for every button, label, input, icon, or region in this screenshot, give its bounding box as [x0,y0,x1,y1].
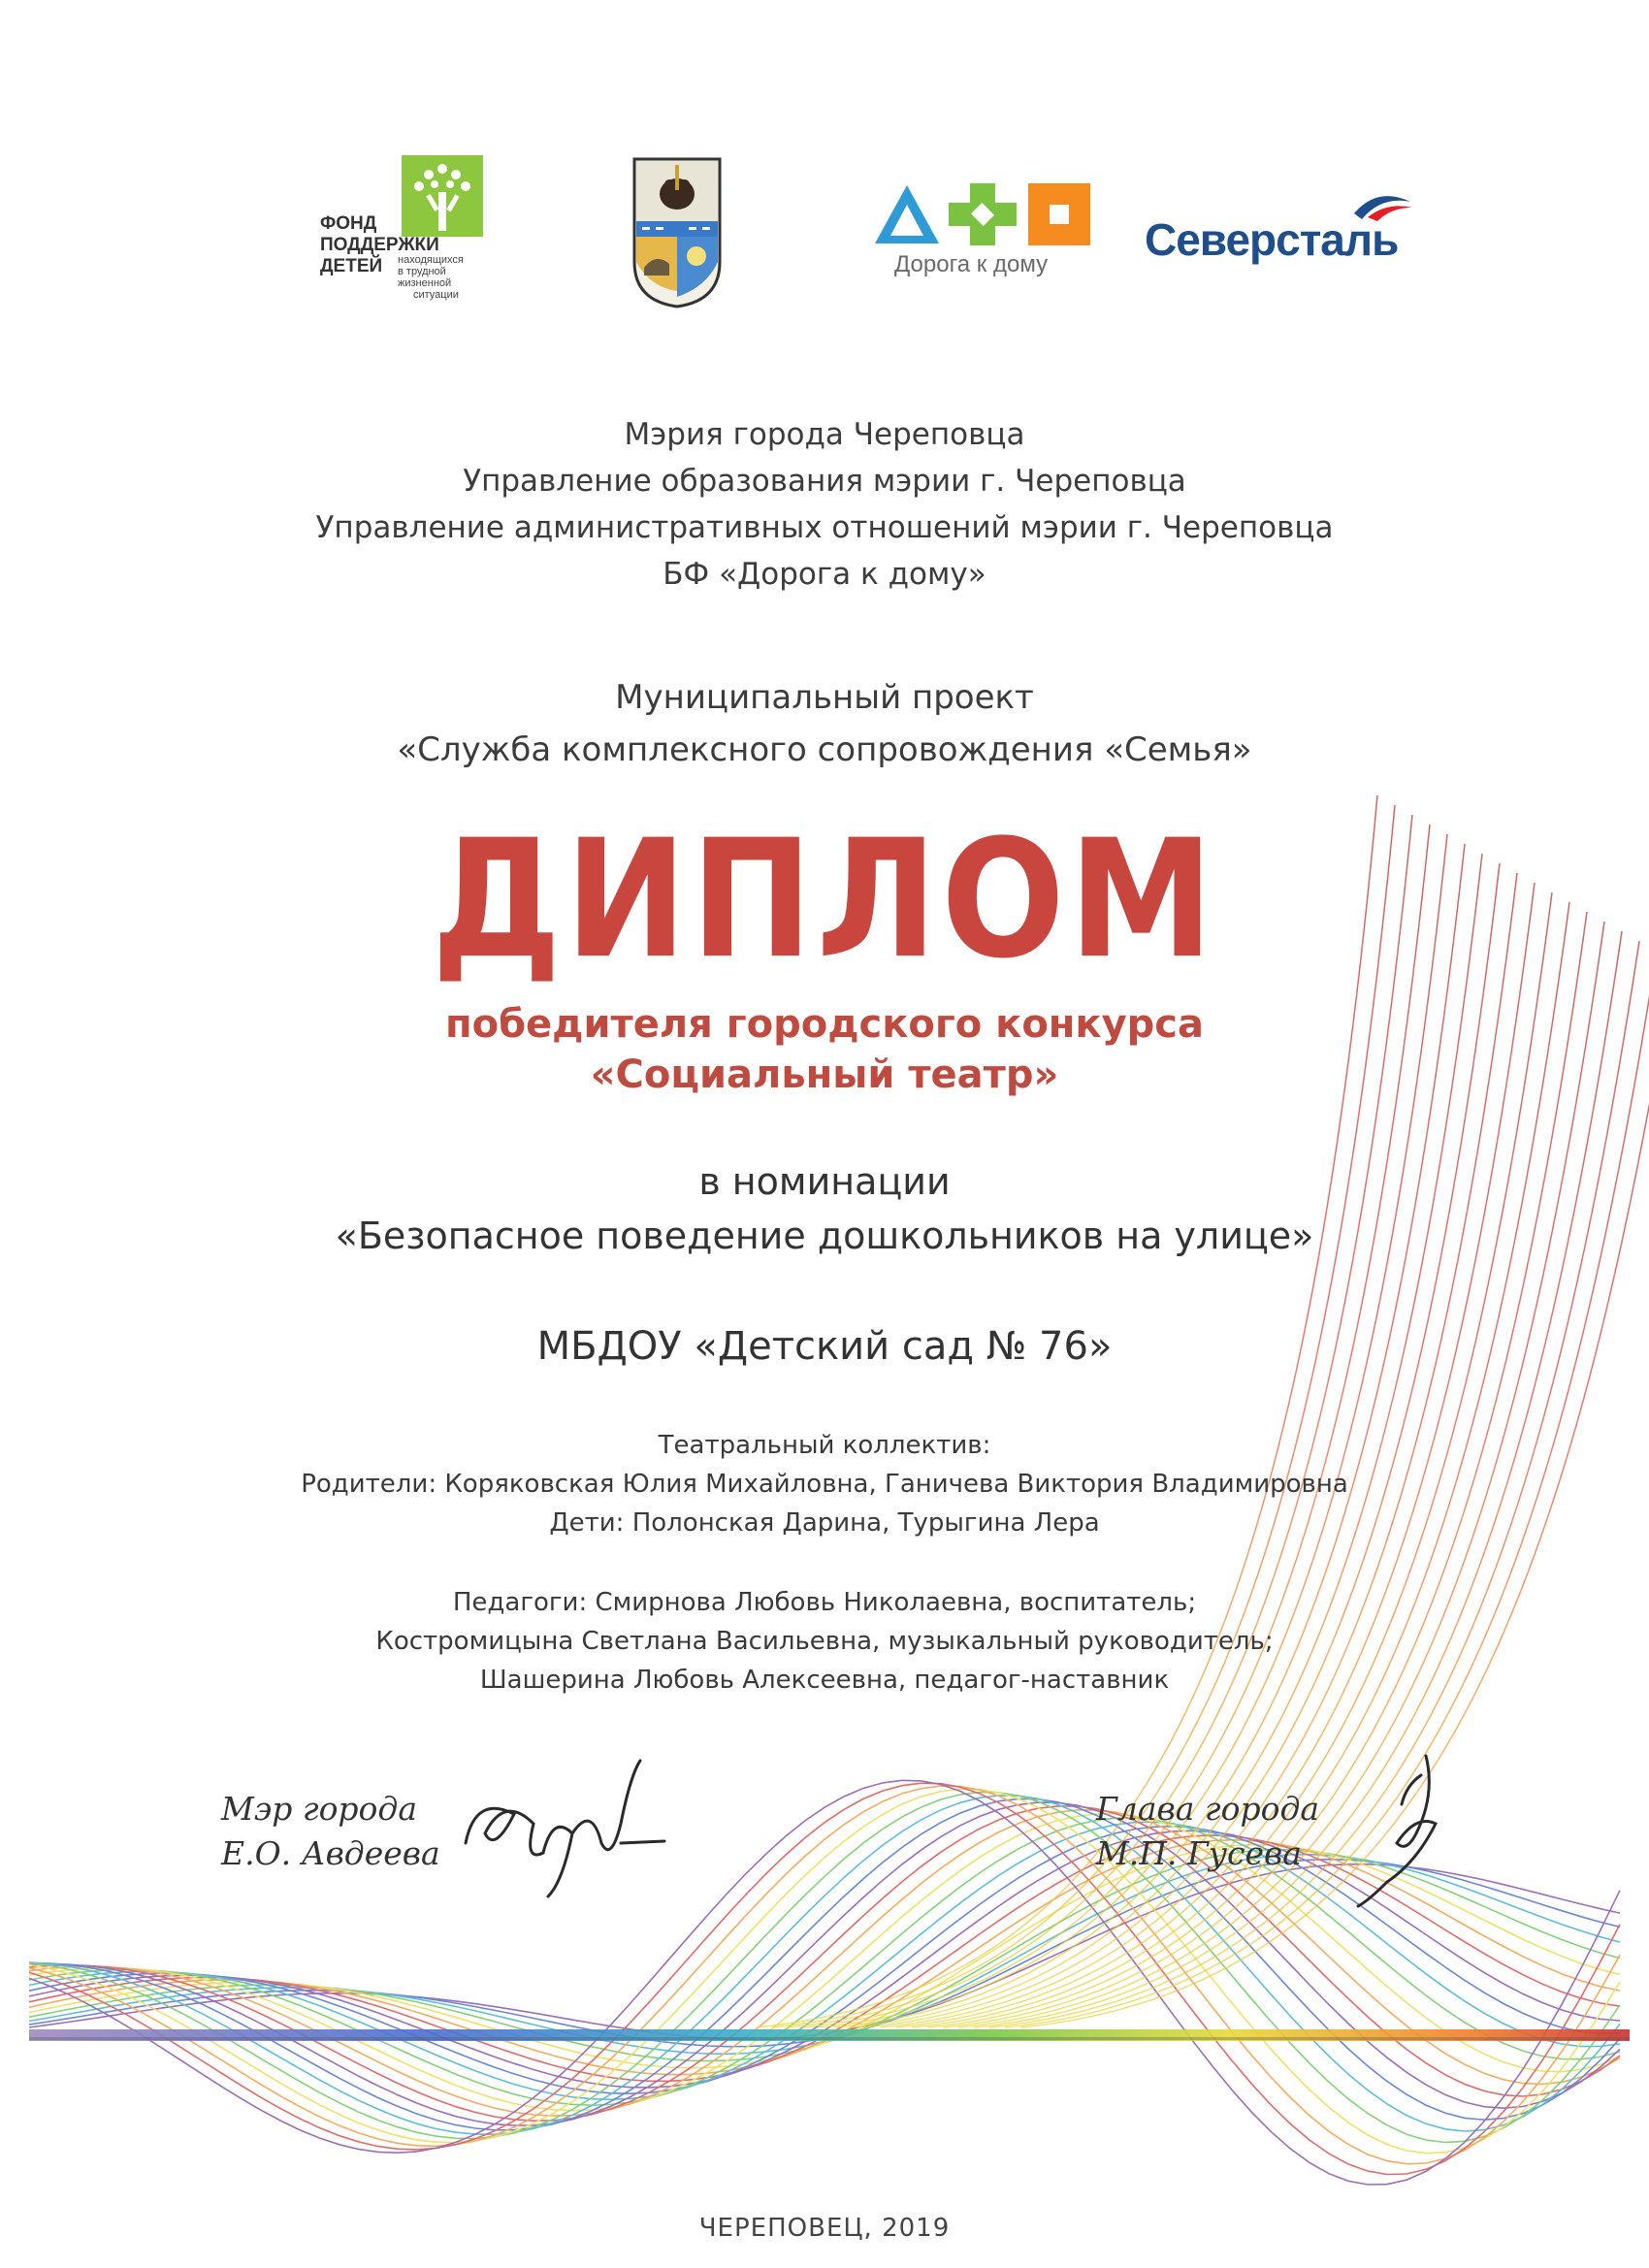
winner-block [0,999,1649,1100]
organizer-line-4: БФ «Дорога к дому» [663,557,986,592]
severstal-logo [1145,184,1416,281]
signature-right [1096,1787,1319,1876]
signature-left-title: Мэр города [221,1790,418,1828]
recipient-name: МБДОУ «Детский сад № 76» [536,1324,1113,1369]
team-heading: Театральный коллектив: [658,1431,991,1460]
signature-right-scribble [1348,1746,1455,1911]
teachers-block [0,1583,1649,1700]
project-block [0,671,1649,776]
winner-line-1: победителя городского конкурса [445,1002,1204,1047]
nomination-line-1: в номинации [698,1160,951,1203]
fond-line3: ДЕТЕЙ [320,256,383,276]
doroga-k-domu-logo [873,179,1106,286]
signature-right-title: Глава города [1096,1790,1320,1828]
nomination-line-2: «Безопасное поведение дошкольников на улице» [335,1215,1314,1257]
diploma-title: ДИПЛОМ [431,805,1218,995]
fond-logo [320,155,485,310]
footer-text: ЧЕРЕПОВЕЦ, 2019 [698,2214,951,2243]
project-line-1: Муниципальный проект [615,678,1034,717]
fond-small4: ситуации [413,289,459,301]
signature-right-name: М.П. Гусева [1096,1834,1302,1872]
teacher-line-1: Педагоги: Смирнова Любовь Николаевна, воспитатель; [452,1588,1197,1617]
triangle-icon [873,183,941,245]
teacher-line-2: Костромицына Светлана Васильевна, музыкальный руководитель; [375,1627,1274,1656]
nomination-block [0,1154,1649,1263]
team-block [0,1426,1649,1542]
organizers-block [0,411,1649,598]
square-icon [1028,183,1090,245]
signature-left-scribble [456,1756,679,1901]
cross-icon [949,183,1017,245]
recipient-block [0,1324,1649,1369]
organizer-line-3: Управление административных отношений мэрии г. Череповца [315,510,1334,545]
doroga-caption: Дорога к дому [894,251,1049,277]
diploma-title-block [0,805,1649,995]
coat-of-arms-icon [630,155,724,310]
organizer-line-2: Управление образования мэрии г. Череповца [463,464,1186,499]
teacher-line-3: Шашерина Любовь Алексеевна, педагог-наставник [479,1666,1170,1695]
severstal-text: Северсталь [1145,214,1399,265]
fond-small1: находящихся [398,254,464,266]
organizer-line-1: Мэрия города Череповца [624,417,1025,452]
team-children: Дети: Полонская Дарина, Турыгина Лера [549,1508,1100,1538]
signature-left-name: Е.О. Авдеева [221,1834,440,1872]
fond-small3: жизненной [398,277,452,289]
winner-line-2: «Социальный театр» [590,1053,1059,1097]
fond-small2: в трудной [398,266,446,277]
project-line-2: «Служба комплексного сопровождения «Семья» [397,730,1252,769]
signature-left [221,1787,440,1876]
fond-line1: ФОНД [320,213,377,234]
team-parents: Родители: Коряковская Юлия Михайловна, Ганичева Виктория Владимировна [301,1470,1348,1499]
fond-line2: ПОДДЕРЖКИ [320,235,439,255]
footer [0,2214,1649,2243]
